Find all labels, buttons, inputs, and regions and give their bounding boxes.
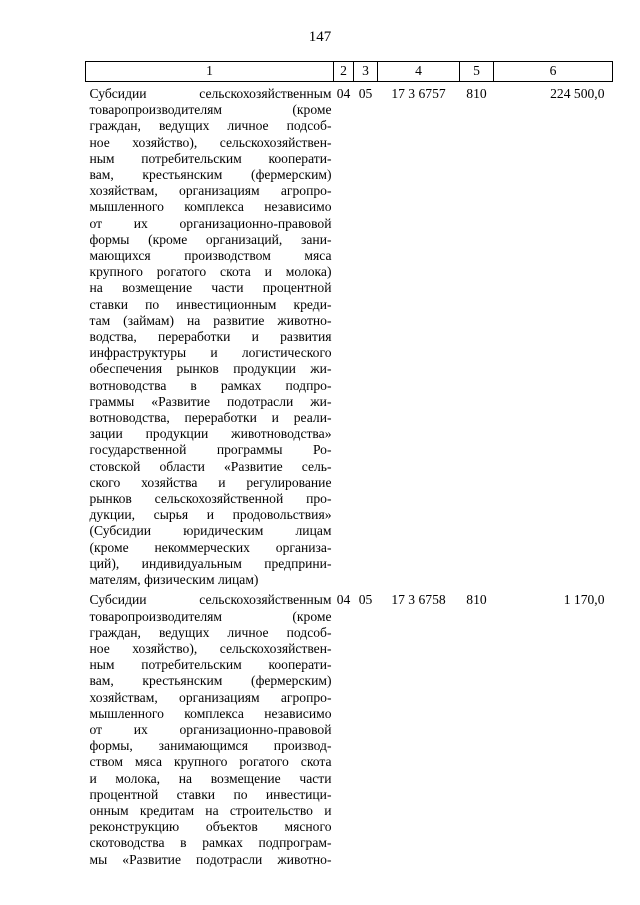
column-header-5: 5 [460, 62, 494, 82]
description-line: вам, крестьянским (фермерским) [89, 167, 332, 183]
amount-value: 1 170,0 [563, 592, 605, 608]
description-line: Субсидии сельскохозяйственным [89, 592, 332, 608]
description-line: ным потребительским кооперати- [89, 657, 332, 673]
description-line: ное хозяйство), сельскохозяйствен- [89, 640, 332, 656]
amount-value: 224 500,0 [550, 86, 605, 101]
column-header-3: 3 [354, 62, 378, 82]
description-line: граждан, ведущих личное подсоб- [89, 118, 332, 134]
description-line: стовской области «Развитие сель- [89, 458, 332, 474]
description-line: вотноводства в рамках подпро- [89, 377, 332, 393]
description-line: Субсидии сельскохозяйственным [89, 86, 332, 101]
description-line: дукции, сырья и продовольствия» [89, 507, 332, 523]
row-description [86, 82, 334, 589]
description-line: мышленного комплекса независимо [89, 199, 332, 215]
description-line: мы «Развитие подотрасли животно- [89, 851, 332, 867]
description-line: от их организационно-правовой [89, 215, 332, 231]
description-line: (Субсидии юридическим лицам [89, 523, 332, 539]
description-line: реконструкцию объектов мясного [89, 819, 332, 835]
section-code: 04 [336, 592, 351, 608]
table-row [86, 588, 613, 867]
description-line: ным потребительским кооперати- [89, 150, 332, 166]
description-line: зации продукции животноводства» [89, 426, 332, 442]
description-line: товаропроизводителям (кроме [89, 608, 332, 624]
description-line: скотоводства в рамках подпрограм- [89, 835, 332, 851]
budget-table [85, 61, 613, 868]
description-line: инфраструктуры и логистического [89, 345, 332, 361]
description-line: от их организационно-правовой [89, 721, 332, 737]
table-row [86, 82, 613, 589]
description-line: онным кредитам на строительство и [89, 802, 332, 818]
description-line: обеспечения рынков продукции жи- [89, 361, 332, 377]
expense-type-code: 810 [466, 592, 487, 608]
description-line: граждан, ведущих личное подсоб- [89, 624, 332, 640]
description-line: граммы «Развитие подотрасли жи- [89, 393, 332, 409]
description-line: вам, крестьянским (фермерским) [89, 673, 332, 689]
table-header-row [86, 62, 613, 82]
subsection-code: 05 [358, 86, 373, 101]
description-line: вотноводства, переработки и реали- [89, 410, 332, 426]
row-description [86, 588, 334, 867]
description-line: государственной программы Ро- [89, 442, 332, 458]
column-header-2: 2 [334, 62, 354, 82]
description-line: мающихся производством мяса [89, 248, 332, 264]
description-line: товаропроизводителям (кроме [89, 102, 332, 118]
description-line: там (займам) на развитие животно- [89, 312, 332, 328]
target-article-code: 17 3 6757 [391, 86, 446, 101]
subsection-code: 05 [358, 592, 373, 608]
description-line: ского хозяйства и регулирование [89, 474, 332, 490]
description-line: формы, занимающимся производ- [89, 738, 332, 754]
description-line: ством мяса крупного рогатого скота [89, 754, 332, 770]
description-line: мышленного комплекса независимо [89, 705, 332, 721]
description-line: процентной ставки по инвестици- [89, 786, 332, 802]
description-line: хозяйствам, организациям агропро- [89, 689, 332, 705]
column-header-1: 1 [86, 62, 334, 82]
expense-type-code: 810 [466, 86, 487, 101]
description-line: крупного рогатого скота и молока) [89, 264, 332, 280]
description-line: хозяйствам, организациям агропро- [89, 183, 332, 199]
description-line: ставки по инвестиционным креди- [89, 296, 332, 312]
description-line: (кроме некоммерческих организа- [89, 539, 332, 555]
description-line: рынков сельскохозяйственной про- [89, 491, 332, 507]
description-line: ций), индивидуальным предприни- [89, 555, 332, 571]
description-line: и молока, на возмещение части [89, 770, 332, 786]
description-line: ное хозяйство), сельскохозяйствен- [89, 134, 332, 150]
column-header-4: 4 [378, 62, 460, 82]
description-line: формы (кроме организаций, зани- [89, 231, 332, 247]
description-line: водства, переработки и развития [89, 329, 332, 345]
description-line: мателям, физическим лицам) [89, 572, 259, 588]
page-number: 147 [308, 29, 332, 45]
column-header-6: 6 [494, 62, 613, 82]
section-code: 04 [336, 86, 351, 101]
target-article-code: 17 3 6758 [391, 592, 446, 608]
description-line: на возмещение части процентной [89, 280, 332, 296]
